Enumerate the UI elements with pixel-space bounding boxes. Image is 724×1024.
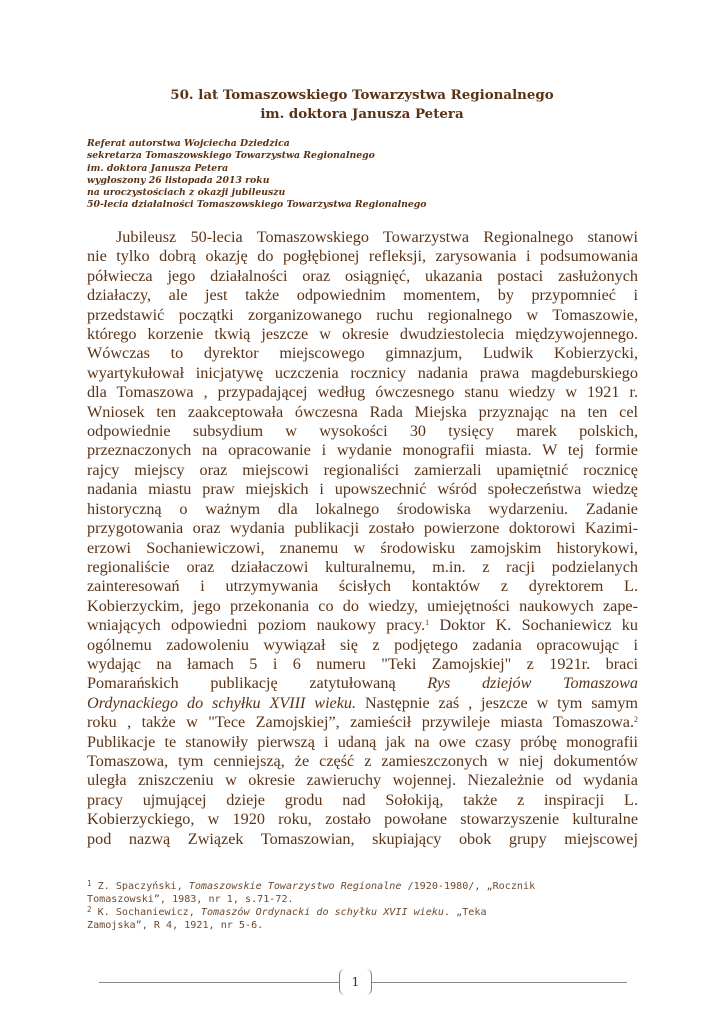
- body-line: nadania miastu praw miejskich i upowszechnić wśród społeczeństwa wiedzę: [87, 480, 638, 499]
- body-line: wyartykułował inicjatywę uczczenia rocznicy nadania prawa magdeburskiego: [87, 363, 638, 382]
- body-line: Wówczas to dyrektor miejscowego gimnazjum, Ludwik Kobierzycki,: [87, 344, 638, 363]
- footer-divider-left: [99, 982, 339, 983]
- body-line: Kobierzyckim, jego przekonania co do wiedzy, umiejętności naukowych zape-: [87, 596, 638, 615]
- body-line: Kobierzyckiego, w 1920 roku, zostało powołane stowarzyszenie kulturalne: [87, 810, 638, 829]
- body-line: ogólnemu zadowoleniu wywiązał się z podjętego zadania opracowując i: [87, 635, 638, 654]
- meta-line: Referat autorstwa Wojciecha Dziedzica: [87, 138, 290, 149]
- book-title-italic: Ordynackiego do schyłku XVIII wieku.: [87, 693, 357, 712]
- meta-line: 50-lecia działalności Tomaszowskiego Towarzystwa Regionalnego: [87, 199, 427, 211]
- body-line: historyczną o ważnym dla lokalnego środowiska wydarzeniu. Zadanie: [87, 499, 638, 518]
- meta-line: im. doktora Janusza Petera: [87, 162, 229, 174]
- title-line-1: 50. lat Tomaszowskiego Towarzystwa Regionalnego: [170, 87, 554, 103]
- author-info: [87, 138, 647, 212]
- body-line: [87, 713, 638, 732]
- footnote-mark: 2: [87, 905, 92, 914]
- body-line: rajcy miejscy oraz miejscowi regionaliści zamierzali upamiętnić rocznicę: [87, 460, 638, 479]
- body-line: przeznaczonych na opracowanie i wydanie monografii miasta. W tej formie: [87, 441, 638, 460]
- body-text-span: Następnie zaś , jeszcze w tym samym: [356, 693, 638, 712]
- body-text-span: Pomarańskich publikację zatytułowaną: [87, 674, 396, 693]
- footnote-text: Z. Spaczyński,: [91, 881, 189, 892]
- footnote-text: /1920-1980/, „Rocznik: [401, 881, 536, 892]
- book-title-italic: Rys dziejów Tomaszowa: [427, 674, 638, 693]
- footnote-mark: 1: [87, 879, 92, 888]
- footnote-text: . „Teka: [443, 907, 487, 918]
- body-line: przygotowania oraz wydania publikacji zostało powierzone doktorowi Kazimi-: [87, 519, 638, 538]
- body-text-span: wniających odpowiedni poziom naukowy pracy.: [87, 616, 426, 635]
- body-line: [87, 674, 638, 693]
- body-text-span: roku , także w "Tece Zamojskiej”, zamieścił przywileje miasta Tomaszowa.: [87, 713, 634, 732]
- footnote-title-italic: Tomaszów Ordynacki do schyłku XVII wieku: [200, 907, 444, 918]
- body-line: działaczy, ale jest także odpowiednim momentem, by przypomnieć i: [87, 286, 638, 305]
- body-line: Publikacje te stanowiły pierwszą i udaną jak na owe czasy próbę monografii: [87, 732, 638, 751]
- footnotes: [87, 880, 647, 932]
- body-line: Wniosek ten zaakceptowała ówczesna Rada Miejska przyznając na ten cel: [87, 402, 638, 421]
- footnote-2: [87, 906, 647, 919]
- footnote-ref-2[interactable]: 2: [634, 715, 638, 725]
- footer-divider-right: [372, 982, 627, 983]
- body-text: [87, 228, 638, 849]
- body-line: którego korzenie tkwią jeszcze w okresie dwudziestolecia międzywojennego.: [87, 325, 638, 344]
- document-title: [0, 86, 724, 124]
- body-line: uległa zniszczeniu w okresie zawieruchy wojennej. Niezależnie od wydania: [87, 771, 638, 790]
- footnote-text: K. Sochaniewicz,: [91, 907, 201, 918]
- body-line: zainteresowań i utrzymywania ścisłych kontaktów z dyrektorem L.: [87, 577, 638, 596]
- meta-line: sekretarza Tomaszowskiego Towarzystwa Regionalnego: [87, 150, 375, 162]
- page-number: 1: [339, 969, 372, 995]
- body-line: [87, 694, 638, 713]
- body-line: odpowiednie subsydium w wysokości 30 tysięcy marek polskich,: [87, 422, 638, 441]
- body-text-span: Doktor K. Sochaniewicz ku: [429, 616, 638, 635]
- body-line: [87, 616, 638, 635]
- footnote-title-italic: Tomaszowskie Towarzystwo Regionalne: [188, 881, 402, 892]
- footnote-ref-1[interactable]: 1: [425, 618, 430, 628]
- body-line: nie tylko dobrą okazję do pogłębionej refleksji, zarysowania i podsumowania: [87, 247, 638, 266]
- body-line: półwiecza jego działalności oraz osiągnięć, ukazania postaci zasłużonych: [87, 266, 638, 285]
- footnote-2-line-2: Zamojska”, R 4, 1921, nr 5-6.: [87, 920, 264, 931]
- footnote-1-line-2: Tomaszowski”, 1983, nr 1, s.71-72.: [87, 894, 294, 905]
- footnote-1: [87, 880, 647, 893]
- body-line: pracy ujmującej dzieje grodu nad Sołokiją, także z inspiracji L.: [87, 790, 638, 809]
- meta-line: na uroczystościach z okazji jubileuszu: [87, 187, 286, 199]
- title-line-2: im. doktora Janusza Petera: [260, 106, 464, 122]
- body-line: pod nazwą Związek Tomaszowian, skupiający obok grupy miejscowej: [87, 829, 638, 848]
- body-line: przedstawić początki zorganizowanego ruchu regionalnego w Tomaszowie,: [87, 305, 638, 324]
- body-line: Tomaszowa, tym cenniejszą, że część z zamieszczonych w niej dokumentów: [87, 751, 638, 770]
- body-line: dla Tomaszowa , przypadającej według ówczesnego stanu wiedzy w 1921 r.: [87, 383, 638, 402]
- body-line: Jubileusz 50-lecia Tomaszowskiego Towarzystwa Regionalnego stanowi: [116, 228, 638, 246]
- body-line: erzowi Sochaniewiczowi, znanemu w środowisku zamojskim historykowi,: [87, 538, 638, 557]
- body-line: regionaliście oraz działaczowi kulturalnemu, m.in. z racji podzielanych: [87, 557, 638, 576]
- meta-line: wygłoszony 26 listopada 2013 roku: [87, 174, 270, 186]
- body-line: wydając na łamach 5 i 6 numeru "Teki Zamojskiej" z 1921r. braci: [87, 654, 638, 673]
